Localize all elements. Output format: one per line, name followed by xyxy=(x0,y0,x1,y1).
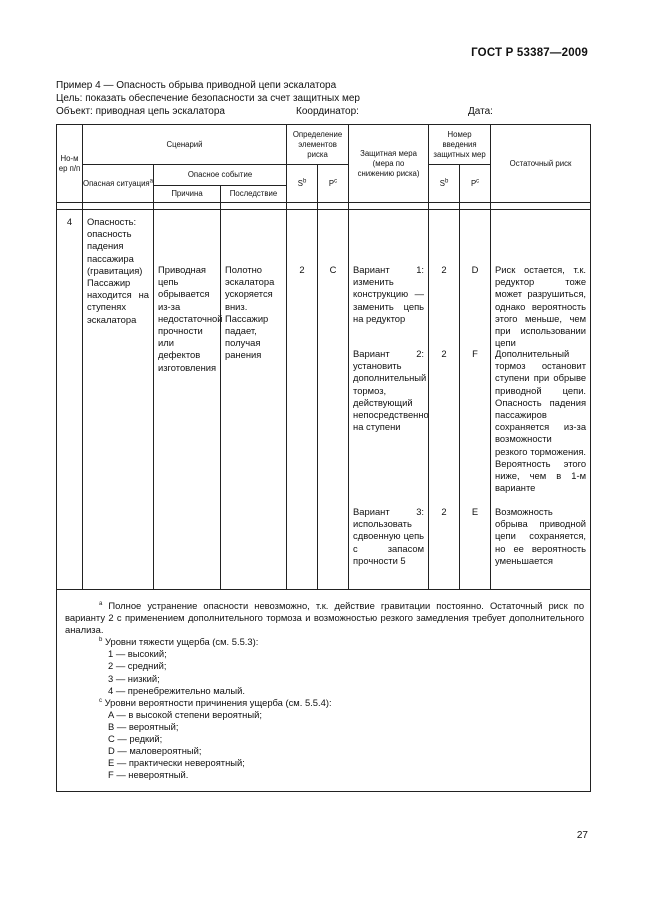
residual-risk-cell xyxy=(491,210,591,590)
example-title: Пример 4 — Опасность обрыва приводной цепи эскалатора xyxy=(56,80,337,91)
residual-risk-2: Дополнительный тормоз остановит ступени при обрыве приводной цепи. Опасность падения пассажиров сохраняется из-за возможности резкого торможения. Вероятность этого ниже, чем в 1-м варианте xyxy=(495,348,587,494)
header-consequence: Последствие xyxy=(221,186,287,203)
residual-risk-1: Риск остается, т.к. редуктор тоже может разрушиться, однако вероятность этого меньше, чем при использовании цепи xyxy=(495,264,587,349)
header-cause: Причина xyxy=(154,186,221,203)
object-line xyxy=(56,105,591,118)
consequence-cell xyxy=(221,210,287,590)
note-c-list: A — в высокой степени вероятный; B — вероятный; C — редкий; D — маловероятный; E — практически невероятный; F — невероятный. xyxy=(108,708,262,781)
note-a: $^a$ Полное устранение опасности невозможно, т.к. действие гравитации постоянно. Остаточный риск по варианту 2 с применением дополнительного тормоза и возможностью резкого замедления требует дополнительного анализа. xyxy=(65,600,585,636)
variant-1-text: Вариант 1: изменить конструкцию — заменить цепь на редуктор xyxy=(353,264,425,324)
header-s: $S^b$ xyxy=(287,165,318,203)
note-b-list: 1 — высокий; 2 — средний; 3 — низкий; 4 — пренебрежительно малый. xyxy=(108,648,245,696)
coordinator-label: Координатор: xyxy=(296,106,359,117)
risk-table xyxy=(56,124,591,792)
note-b: $^b$ Уровни тяжести ущерба (см. 5.5.3): xyxy=(99,636,259,648)
page-number: 27 xyxy=(576,830,588,841)
risk-p-cell: C xyxy=(318,210,349,590)
notes-row xyxy=(57,590,591,792)
residual-risk-3: Возможность обрыва приводной цепи сохраняется, но ее вероятность уменьшается xyxy=(495,506,587,566)
table-notes xyxy=(57,590,591,792)
header-risk-elements: Определение элементов риска xyxy=(287,125,349,165)
intro-s-cell: 2 2 2 xyxy=(429,210,460,590)
header-p: $P^c$ xyxy=(318,165,349,203)
header-intro-number: Номер введения защитных мер xyxy=(429,125,491,165)
situation-text-2: Пассажир находится на ступенях эскалатора xyxy=(87,277,149,325)
situation-text-1: Опасность: опасность падения пассажира (гравитация) xyxy=(87,216,143,276)
protective-measure-cell xyxy=(349,210,429,590)
object-label: Объект: приводная цепь эскалатора xyxy=(56,106,225,117)
header-residual-risk: Остаточный риск xyxy=(491,125,591,203)
header-hazard-event: Опасное событие xyxy=(154,165,287,186)
header-intro-s: $S^b$ xyxy=(429,165,460,203)
standard-code: ГОСТ Р 53387—2009 xyxy=(471,47,588,59)
header-hazard-situation: Опасная ситуация$^a$ xyxy=(83,165,154,203)
risk-s-cell: 2 xyxy=(287,210,318,590)
variant-2-text: Вариант 2: установить дополнительный тормоз, действующий непосредственно на ступени xyxy=(353,348,429,433)
goal-line: Цель: показать обеспечение безопасности за счет защитных мер xyxy=(56,93,360,104)
header-scenario: Сценарий xyxy=(83,125,287,165)
header-intro-p: $P^c$ xyxy=(460,165,491,203)
consequence-text: Полотно эскалатора ускоряется вниз. Пассажир падает, получая ранения xyxy=(225,264,275,361)
cause-text: Приводная цепь обрывается из-за недостаточной прочности или дефектов изготовления xyxy=(158,264,223,373)
intro-block xyxy=(56,79,591,118)
intro-p-cell: D F E xyxy=(460,210,491,590)
table-row xyxy=(57,210,591,590)
hazard-situation-cell xyxy=(83,210,154,590)
note-c: $^c$ Уровни вероятности причинения ущерба (см. 5.5.4): xyxy=(99,696,332,708)
cause-cell xyxy=(154,210,221,590)
header-protective-measure: Защитная мера (мера по снижению риска) xyxy=(349,125,429,203)
header-number: Но-мер п/п xyxy=(57,125,83,203)
row-number: 4 xyxy=(57,210,83,590)
date-label: Дата: xyxy=(468,106,493,117)
variant-3-text: Вариант 3: использовать сдвоенную цепь с запасом прочности 5 xyxy=(353,506,425,566)
